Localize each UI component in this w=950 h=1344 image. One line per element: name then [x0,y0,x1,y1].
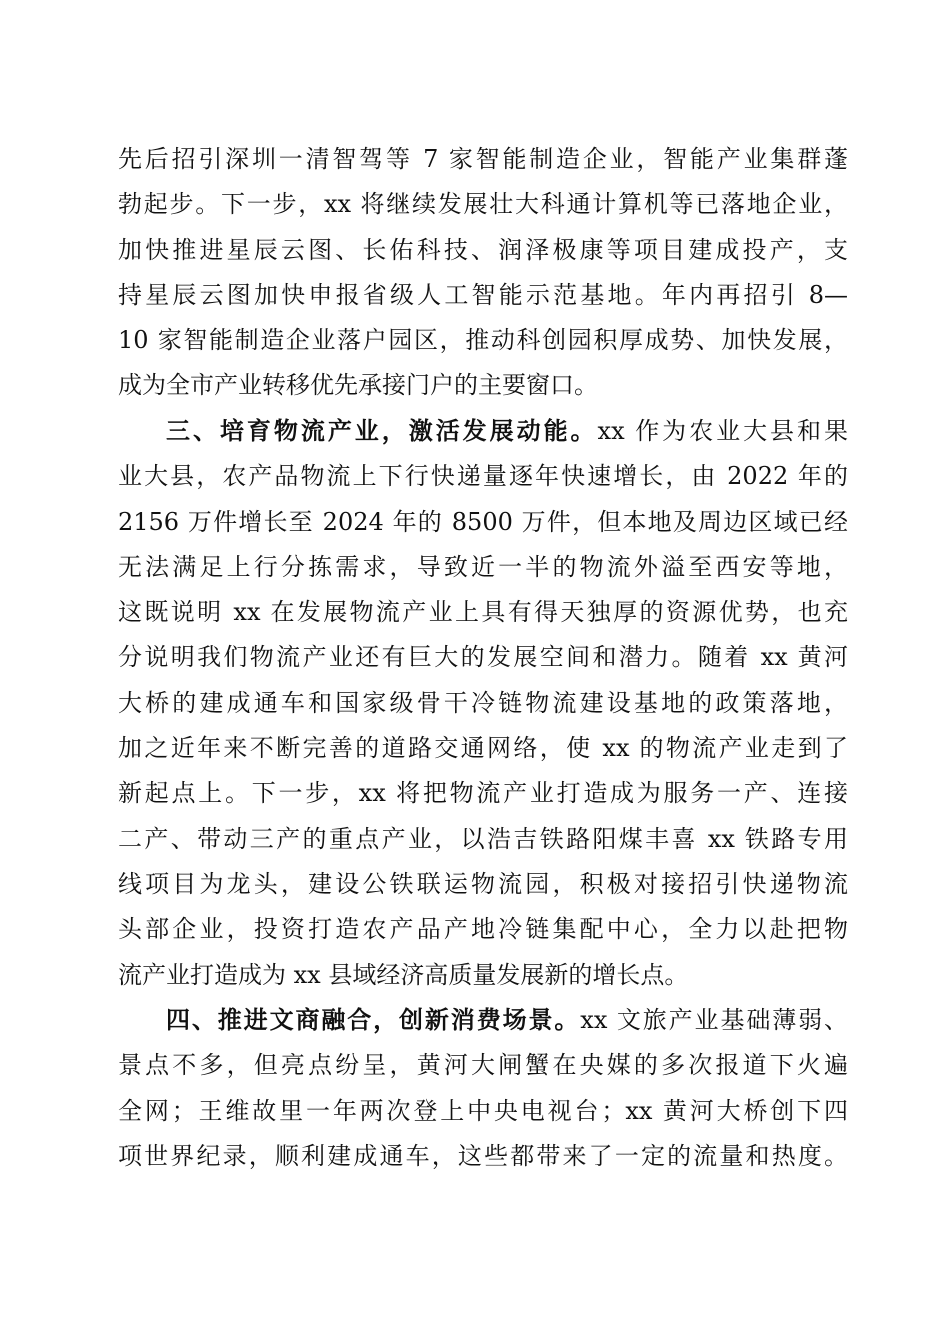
text-line: 加快推进星辰云图、长佑科技、润泽极康等项目建成投产，支 [118,235,848,264]
text-line: 业大县，农产品物流上下行快递量逐年快速增长，由 2022 年的 [118,462,848,491]
text-line: 分说明我们物流产业还有巨大的发展空间和潜力。随着 xx 黄河 [118,643,848,672]
text-line: 大桥的建成通车和国家级骨干冷链物流建设基地的政策落地， [118,688,848,717]
text-line [118,409,848,454]
text-line: 加之近年来不断完善的道路交通网络，使 xx 的物流产业走到了 [118,734,848,763]
paragraph-intelligent-manufacturing [118,137,848,409]
text-line: 勃起步。下一步，xx 将继续发展壮大科通计算机等已落地企业， [118,190,848,219]
text-line: 成为全市产业转移优先承接门户的主要窗口。 [118,371,598,400]
text-fragment: xx 作为农业大县和果 [597,417,848,445]
text-line [118,998,848,1043]
section-heading-logistics: 三、培育物流产业，激活发展动能。 [166,417,598,445]
text-line: 新起点上。下一步，xx 将把物流产业打造成为服务一产、连接 [118,779,848,808]
text-line: 全网；王维故里一年两次登上中央电视台；xx 黄河大桥创下四 [118,1096,848,1125]
section-heading-culture-commerce: 四、推进文商融合，创新消费场景。 [166,1006,581,1034]
text-line: 无法满足上行分拣需求，导致近一半的物流外溢至西安等地， [118,552,848,581]
paragraph-logistics [118,409,848,998]
paragraph-culture-commerce [118,998,848,1179]
text-line: 2156 万件增长至 2024 年的 8500 万件，但本地及周边区域已经 [118,507,848,536]
text-line: 头部企业，投资打造农产品产地冷链集配中心，全力以赴把物 [118,915,848,944]
text-fragment: xx 文旅产业基础薄弱、 [580,1006,849,1034]
text-line: 先后招引深圳一清智驾等 7 家智能制造企业，智能产业集群蓬 [118,145,848,173]
text-line: 流产业打造成为 xx 县域经济高质量发展新的增长点。 [118,960,689,989]
text-line: 项世界纪录，顺利建成通车，这些都带来了一定的流量和热度。 [118,1141,848,1170]
text-line: 持星辰云图加快申报省级人工智能示范基地。年内再招引 8— [118,280,848,309]
text-line: 二产、带动三产的重点产业，以浩吉铁路阳煤丰喜 xx 铁路专用 [118,824,848,853]
text-line: 这既说明 xx 在发展物流产业上具有得天独厚的资源优势，也充 [118,598,848,627]
text-line: 线项目为龙头，建设公铁联运物流园，积极对接招引快递物流 [118,869,848,898]
text-line: 景点不多，但亮点纷呈，黄河大闸蟹在央媒的多次报道下火遍 [118,1051,848,1080]
text-line: 10 家智能制造企业落户园区，推动科创园积厚成势、加快发展， [118,326,848,355]
